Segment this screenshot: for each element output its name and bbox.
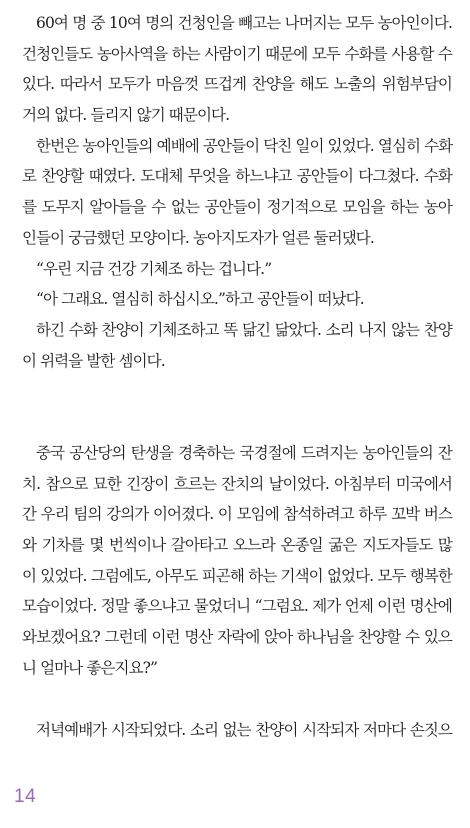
text-line: 인들이 궁금했던 모양이다. 농아지도자가 얼른 둘러댔다. [22, 228, 374, 247]
paragraph-5 [22, 315, 452, 376]
page-number: 14 [14, 786, 37, 807]
paragraph-1 [22, 8, 452, 131]
paragraph-6 [22, 438, 452, 684]
text-line: 거의 없다. 들리지 않기 때문이다. [22, 106, 230, 125]
text-line: 니 얼마나 좋은지요?” [22, 658, 158, 677]
text-line: 로 찬양할 때였다. 도대체 무엇을 하느냐고 공안들이 다그쳤다. 수화 [22, 167, 452, 186]
text-line: 이 있었다. 그럼에도, 아무도 피곤해 하는 기색이 없었다. 모두 행복한 [22, 566, 452, 585]
text-line: 모습이었다. 정말 좋으냐고 물었더니 “그럼요. 제가 언제 이런 명산에 [22, 597, 452, 616]
text-line: 60여 명 중 10여 명의 건청인을 빼고는 나머지는 모두 농아인이다. [36, 14, 452, 32]
text-line: 와보겠어요? 그런데 이런 명산 자락에 앉아 하나님을 찬양할 수 있으 [22, 628, 452, 647]
text-line: 이 위력을 발한 셈이다. [22, 351, 165, 370]
text-line: 건청인들도 농아사역을 하는 사람이기 때문에 모두 수화를 사용할 수 [22, 44, 452, 63]
text-line: 중국 공산당의 탄생을 경축하는 국경절에 드려지는 농아인들의 잔 [36, 444, 452, 462]
text-line: 를 도무지 알아들을 수 없는 공안들이 정기적으로 모임을 하는 농아 [22, 198, 452, 217]
text-line: 있다. 따라서 모두가 마음껏 뜨겁게 찬양을 해도 노출의 위험부담이 [22, 75, 452, 94]
paragraph-7 [22, 715, 452, 746]
paragraph-3 [22, 254, 452, 285]
text-line: 간 우리 팀의 강의가 이어졌다. 이 모임에 참석하려고 하루 꼬박 버스 [22, 505, 452, 524]
text-line: 치. 참으로 묘한 긴장이 흐르는 잔치의 날이었다. 아침부터 미국에서 [22, 474, 452, 493]
text-line: 하긴 수화 찬양이 기체조하고 똑 닮긴 닮았다. 소리 나지 않는 찬양 [36, 321, 452, 339]
paragraph-2 [22, 131, 452, 254]
text-line: 저녁예배가 시작되었다. 소리 없는 찬양이 시작되자 저마다 손짓으 [36, 720, 452, 739]
text-line: 한번은 농아인들의 예배에 공안들이 닥친 일이 있었다. 열심히 수화 [36, 136, 453, 155]
paragraph-4 [22, 284, 452, 315]
text-line: “아 그래요. 열심히 하십시오.”하고 공안들이 떠났다. [36, 290, 364, 309]
text-line: 와 기차를 몇 번씩이나 갈아타고 오느라 온종일 굶은 지도자들도 많 [22, 536, 452, 555]
text-line: “우린 지금 건강 기체조 하는 겁니다.” [36, 259, 272, 278]
